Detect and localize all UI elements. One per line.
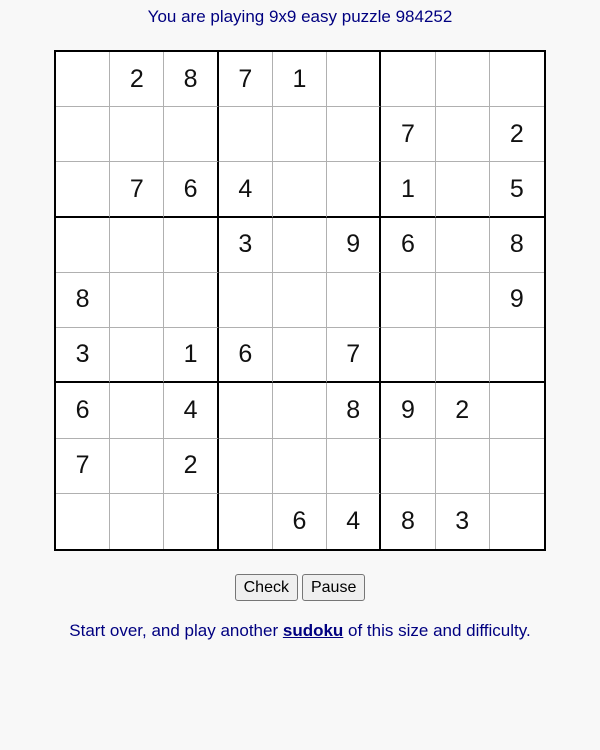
cell-r6-c6[interactable]: 7 <box>327 328 381 383</box>
cell-r8-c8[interactable] <box>436 439 490 494</box>
cell-r7-c5[interactable] <box>273 383 327 438</box>
cell-r7-c3[interactable]: 4 <box>164 383 218 438</box>
cell-r5-c1[interactable]: 8 <box>56 273 110 328</box>
cell-r7-c1[interactable]: 6 <box>56 383 110 438</box>
cell-r1-c3[interactable]: 8 <box>164 52 218 107</box>
cell-r9-c9[interactable] <box>490 494 544 549</box>
cell-r1-c5[interactable]: 1 <box>273 52 327 107</box>
cell-r4-c6[interactable]: 9 <box>327 218 381 273</box>
cell-r8-c1[interactable]: 7 <box>56 439 110 494</box>
cell-r5-c7[interactable] <box>381 273 435 328</box>
cell-r4-c7[interactable]: 6 <box>381 218 435 273</box>
cell-r7-c4[interactable] <box>219 383 273 438</box>
cell-r6-c1[interactable]: 3 <box>56 328 110 383</box>
cell-r7-c2[interactable] <box>110 383 164 438</box>
cell-r9-c2[interactable] <box>110 494 164 549</box>
cell-r2-c1[interactable] <box>56 107 110 162</box>
cell-r4-c1[interactable] <box>56 218 110 273</box>
cell-r8-c9[interactable] <box>490 439 544 494</box>
cell-r4-c8[interactable] <box>436 218 490 273</box>
cell-r2-c7[interactable]: 7 <box>381 107 435 162</box>
sudoku-link[interactable]: sudoku <box>282 621 344 640</box>
cell-r6-c3[interactable]: 1 <box>164 328 218 383</box>
cell-r6-c4[interactable]: 6 <box>219 328 273 383</box>
cell-r6-c2[interactable] <box>110 328 164 383</box>
cell-r4-c3[interactable] <box>164 218 218 273</box>
cell-r7-c7[interactable]: 9 <box>381 383 435 438</box>
cell-r2-c3[interactable] <box>164 107 218 162</box>
cell-r1-c4[interactable]: 7 <box>219 52 273 107</box>
cell-r8-c3[interactable]: 2 <box>164 439 218 494</box>
cell-r5-c2[interactable] <box>110 273 164 328</box>
sudoku-board <box>54 50 546 551</box>
cell-r2-c9[interactable]: 2 <box>490 107 544 162</box>
footer-text-after: of this size and difficulty. <box>343 621 531 640</box>
cell-r9-c6[interactable]: 4 <box>327 494 381 549</box>
cell-r3-c1[interactable] <box>56 162 110 217</box>
cell-r9-c8[interactable]: 3 <box>436 494 490 549</box>
cell-r6-c7[interactable] <box>381 328 435 383</box>
controls <box>0 574 600 601</box>
cell-r2-c8[interactable] <box>436 107 490 162</box>
cell-r3-c3[interactable]: 6 <box>164 162 218 217</box>
cell-r1-c6[interactable] <box>327 52 381 107</box>
cell-r4-c9[interactable]: 8 <box>490 218 544 273</box>
cell-r5-c8[interactable] <box>436 273 490 328</box>
cell-r8-c6[interactable] <box>327 439 381 494</box>
cell-r2-c6[interactable] <box>327 107 381 162</box>
cell-r2-c2[interactable] <box>110 107 164 162</box>
cell-r4-c4[interactable]: 3 <box>219 218 273 273</box>
cell-r8-c7[interactable] <box>381 439 435 494</box>
cell-r1-c2[interactable]: 2 <box>110 52 164 107</box>
cell-r5-c3[interactable] <box>164 273 218 328</box>
cell-r7-c9[interactable] <box>490 383 544 438</box>
cell-r7-c8[interactable]: 2 <box>436 383 490 438</box>
cell-r9-c7[interactable]: 8 <box>381 494 435 549</box>
cell-r8-c2[interactable] <box>110 439 164 494</box>
cell-r4-c2[interactable] <box>110 218 164 273</box>
cell-r5-c9[interactable]: 9 <box>490 273 544 328</box>
cell-r9-c1[interactable] <box>56 494 110 549</box>
footer-text-before: Start over, and play another <box>69 621 283 640</box>
cell-r6-c8[interactable] <box>436 328 490 383</box>
check-button[interactable]: Check <box>235 574 298 601</box>
cell-r4-c5[interactable] <box>273 218 327 273</box>
cell-r7-c6[interactable]: 8 <box>327 383 381 438</box>
footer-message <box>0 621 600 641</box>
page-title: You are playing 9x9 easy puzzle 984252 <box>147 7 453 26</box>
cell-r8-c4[interactable] <box>219 439 273 494</box>
cell-r3-c8[interactable] <box>436 162 490 217</box>
cell-r2-c4[interactable] <box>219 107 273 162</box>
cell-r1-c9[interactable] <box>490 52 544 107</box>
cell-r3-c4[interactable]: 4 <box>219 162 273 217</box>
cell-r3-c7[interactable]: 1 <box>381 162 435 217</box>
cell-r5-c6[interactable] <box>327 273 381 328</box>
cell-r6-c9[interactable] <box>490 328 544 383</box>
cell-r9-c3[interactable] <box>164 494 218 549</box>
cell-r9-c4[interactable] <box>219 494 273 549</box>
cell-r2-c5[interactable] <box>273 107 327 162</box>
cell-r3-c9[interactable]: 5 <box>490 162 544 217</box>
cell-r5-c5[interactable] <box>273 273 327 328</box>
cell-r5-c4[interactable] <box>219 273 273 328</box>
cell-r6-c5[interactable] <box>273 328 327 383</box>
cell-r8-c5[interactable] <box>273 439 327 494</box>
cell-r3-c6[interactable] <box>327 162 381 217</box>
cell-r9-c5[interactable]: 6 <box>273 494 327 549</box>
pause-button[interactable]: Pause <box>302 574 365 601</box>
cell-r1-c1[interactable] <box>56 52 110 107</box>
cell-r3-c5[interactable] <box>273 162 327 217</box>
cell-r1-c8[interactable] <box>436 52 490 107</box>
cell-r1-c7[interactable] <box>381 52 435 107</box>
cell-r3-c2[interactable]: 7 <box>110 162 164 217</box>
